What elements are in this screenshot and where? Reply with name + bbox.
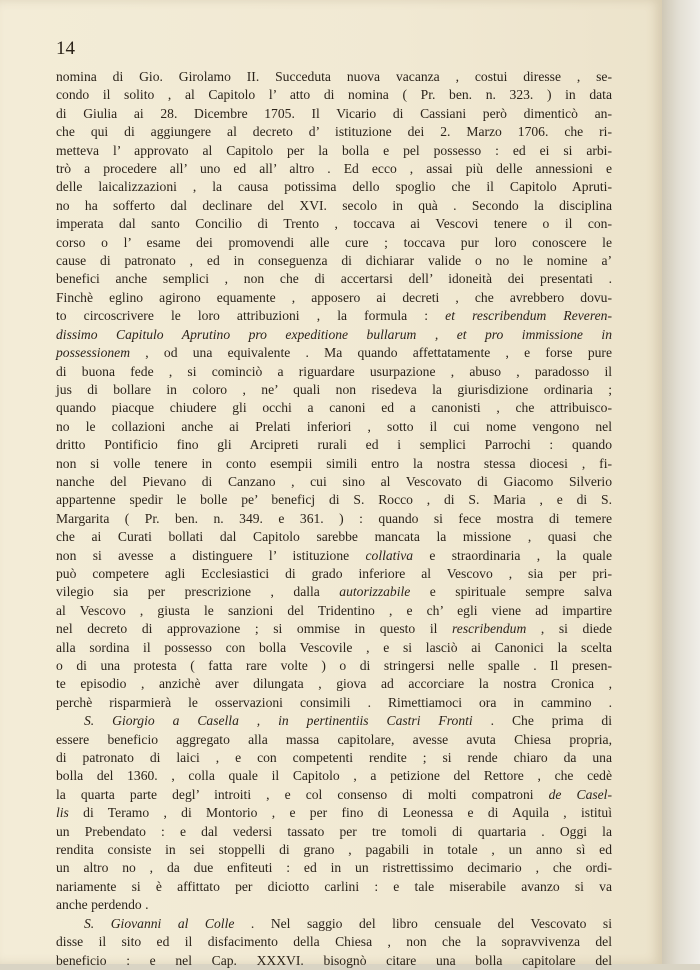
text-line-content — [56, 178, 612, 196]
roman-text: te episodio , anzichè aver dilungata , giova ad accorciare la nostra Cronica , — [56, 676, 612, 692]
text-line — [56, 878, 612, 896]
text-line — [56, 804, 612, 822]
italic-text: collativa — [365, 547, 414, 563]
text-line-content — [56, 841, 612, 859]
text-line — [56, 142, 612, 160]
text-line-content — [56, 786, 612, 804]
text-line — [56, 473, 612, 491]
text-line — [56, 197, 612, 215]
text-line-content — [56, 197, 612, 215]
text-line — [56, 455, 612, 473]
text-line-content — [56, 215, 612, 233]
text-line-content — [84, 915, 612, 933]
roman-text: che ai Curati bollati dal Capitolo sarebbe mancata la missione , quasi che — [56, 529, 612, 545]
roman-text: beneficio : e nel Cap. XXXVI. bisognò citare una bolla capitolare del — [56, 952, 612, 968]
text-line — [56, 694, 612, 712]
text-line — [56, 491, 612, 509]
text-line — [56, 528, 612, 546]
roman-text: benefici anche semplici , non che di accertarsi dell’ idoneità dei presentati . — [56, 271, 612, 287]
roman-text: essere beneficio aggregato alla massa capitolare, avesse avuta Chiesa propria, — [56, 731, 612, 747]
text-line-content — [56, 123, 612, 141]
text-line-content — [56, 252, 612, 270]
roman-text: no le collazioni anche ai Prelati inferiori , sotto il cui nome vengono nel — [56, 418, 612, 434]
roman-text: la quarta parte degl’ introiti , e col consenso di molti compatroni — [56, 786, 549, 802]
text-line-content — [56, 749, 612, 767]
text-line-content — [56, 547, 612, 565]
roman-text: metteva l’ approvato al Capitolo per la bolla e pel possesso : ed ei si arbi- — [56, 142, 612, 158]
roman-text: anche perdendo . — [56, 897, 149, 913]
italic-text: S. Giorgio a Casella , in pertinentiis Castri Fronti — [84, 713, 473, 729]
text-line-content — [56, 896, 612, 914]
text-line-content — [56, 731, 612, 749]
text-line — [56, 160, 612, 178]
text-line — [56, 418, 612, 436]
roman-text: disse il sito ed il disfacimento della Chiesa , non che la sopravvivenza del — [56, 934, 612, 950]
text-line-content — [56, 289, 612, 307]
text-line — [56, 639, 612, 657]
text-line-content — [56, 933, 612, 951]
text-line-content — [56, 804, 612, 822]
text-line — [56, 381, 612, 399]
text-line-content — [56, 418, 612, 436]
italic-text: de Casel- — [548, 786, 612, 802]
roman-text: . Che prima di — [472, 713, 612, 729]
roman-text: corso o l’ esame dei promovendi alle cure ; toccava pur loro conoscere le — [56, 234, 612, 250]
text-line — [56, 952, 612, 970]
roman-text: vilegio sia per prescrizione , dalla — [56, 584, 340, 600]
page-edge — [662, 0, 700, 964]
roman-text: di Giulia ai 28. Dicembre 1705. Il Vicario di Cassiani però dimenticò an- — [56, 105, 612, 121]
roman-text: di buona fede , si cominciò a riguardare usurpazione , abuso , paradosso il — [56, 363, 612, 379]
text-line — [56, 915, 612, 933]
text-line — [56, 583, 612, 601]
text-line — [56, 547, 612, 565]
roman-text: Margarita ( Pr. ben. n. 349. e 361. ) : quando si fece mostra di temere — [56, 510, 612, 526]
text-line-content — [56, 491, 612, 509]
text-line — [56, 363, 612, 381]
italic-text: possessionem — [56, 345, 131, 361]
roman-text: e spirituale sempre salva — [410, 584, 612, 600]
italic-text: S. Giovanni al Colle — [84, 915, 235, 931]
roman-text: jus di bollare in coloro , ne’ quali non risedeva la giurisdizione ordinaria ; — [56, 381, 612, 397]
roman-text: dritto Pontificio fino gli Arcipreti rurali ed i semplici Parrochi : quando — [56, 437, 612, 453]
roman-text: to circoscrivere le loro attribuzioni , la formula : — [56, 308, 446, 324]
text-line-content — [56, 363, 612, 381]
text-line-content — [56, 767, 612, 785]
roman-text: può competere agli Ecclesiastici di grado inferiore al Vescovo , sia per pri- — [56, 565, 612, 581]
roman-text: appartenne spedir le bolle pe’ beneficj di S. Rocco , di S. Maria , e di S. — [56, 492, 612, 508]
text-line-content — [84, 712, 612, 730]
italic-text: rescribendum — [452, 621, 527, 637]
text-line — [56, 731, 612, 749]
text-line-content — [56, 602, 612, 620]
italic-text: dissimo Capitulo Aprutino pro expeditione bullarum , et pro immissione in — [56, 326, 612, 342]
text-line — [56, 565, 612, 583]
text-line — [56, 123, 612, 141]
text-line — [56, 675, 612, 693]
text-line-content — [56, 694, 612, 712]
roman-text: e straordinaria , la quale — [413, 547, 612, 563]
roman-text: non si avesse a distinguere l’ istituzione — [56, 547, 366, 563]
text-line-content — [56, 86, 612, 104]
text-line-content — [56, 455, 612, 473]
text-line — [56, 68, 612, 86]
roman-text: perchè risparmierà le osservazioni consimili . Rimettiamoci ora in cammino . — [56, 694, 612, 710]
italic-text: autorizzabile — [339, 584, 411, 600]
roman-text: un altro no , da due enfiteuti : ed in un ristrettissimo decimario , che ordi- — [56, 860, 612, 876]
text-line-content — [56, 675, 612, 693]
roman-text: rendita consiste in sei stoppelli di grano , pagabili in totale , un anno sì ed — [56, 842, 612, 858]
roman-text: trò a procedere all’ uno ed all’ altro . Ed ecco , assai più delle annessioni e — [56, 161, 612, 177]
text-line — [56, 510, 612, 528]
text-line-content — [56, 859, 612, 877]
roman-text: bolla del 1360. , colla quale il Capitolo , a petizione del Rettore , che cedè — [56, 768, 612, 784]
text-line — [56, 436, 612, 454]
text-line-content — [56, 234, 612, 252]
text-line — [56, 859, 612, 877]
text-line — [56, 215, 612, 233]
text-line-content — [56, 142, 612, 160]
roman-text: , od una equivalente . Ma quando affettatamente , e forse pure — [130, 345, 612, 361]
text-line — [56, 712, 612, 730]
text-line — [56, 823, 612, 841]
text-line — [56, 749, 612, 767]
roman-text: cause di patronato , ed in conseguenza di dichiarar valide o no le nomine a’ — [56, 253, 612, 269]
roman-text: quando piacque chiudere gli occhi a canoni ed a canonisti , che attribuisco- — [56, 400, 612, 416]
text-line-content — [56, 381, 612, 399]
text-line — [56, 178, 612, 196]
roman-text: di patronato di laici , e con competenti rendite ; si rende chiaro da una — [56, 750, 612, 766]
text-line-content — [56, 307, 612, 325]
roman-text: al Vescovo , giusta le sanzioni del Tridentino , e ch’ egli viene ad impartire — [56, 602, 612, 618]
italic-text: et rescribendum Reveren- — [445, 308, 612, 324]
text-line-content — [56, 565, 612, 583]
text-line-content — [56, 399, 612, 417]
text-line — [56, 326, 612, 344]
text-line-content — [56, 510, 612, 528]
roman-text: delle laicalizzazioni , la causa potissima dello spoglio che il Capitolo Apruti- — [56, 179, 612, 195]
text-line — [56, 86, 612, 104]
text-line-content — [56, 528, 612, 546]
text-line-content — [56, 473, 612, 491]
text-line-content — [56, 436, 612, 454]
italic-text: lis — [56, 805, 69, 821]
text-line-content — [56, 878, 612, 896]
roman-text: nariamente si è affittato per diciotto carlini : e tale miserabile avanzo si va — [56, 878, 612, 894]
text-line — [56, 399, 612, 417]
text-line-content — [56, 160, 612, 178]
roman-text: , si diede — [526, 621, 612, 637]
text-line — [56, 657, 612, 675]
text-line-content — [56, 620, 612, 638]
roman-text: imperata dal santo Concilio di Trento , toccava ai Vescovi tenere o il con- — [56, 216, 612, 232]
roman-text: Finchè eglino agirono equamente , apposero ai decreti , che avrebbero dovu- — [56, 289, 612, 305]
roman-text: condo il solito , al Capitolo l’ atto di nomina ( Pr. ben. n. 323. ) in data — [56, 87, 612, 103]
roman-text: non si volle tenere in conto esempii simili entro la nostra stessa diocesi , fi- — [56, 455, 612, 471]
text-line — [56, 307, 612, 325]
text-line — [56, 105, 612, 123]
text-line — [56, 344, 612, 362]
text-line-content — [56, 952, 612, 970]
roman-text: o di una protesta ( fatta rare volte ) o di stringersi nelle spalle . Il presen- — [56, 658, 612, 673]
roman-text: un Prebendato : e dal vedersi tassato per tre tomoli di quartaria . Oggi la — [56, 823, 612, 839]
text-line-content — [56, 583, 612, 601]
text-line — [56, 602, 612, 620]
text-line — [56, 252, 612, 270]
text-line — [56, 620, 612, 638]
roman-text: no ha sofferto dal declinare del XVI. secolo in quà . Secondo la disciplina — [56, 197, 612, 213]
text-line — [56, 841, 612, 859]
roman-text: che qui di aggiungere al decreto d’ istituzione dei 2. Marzo 1706. che ri- — [56, 124, 612, 140]
roman-text: nel decreto di approvazione ; si ommise in questo il — [56, 621, 453, 637]
text-line-content — [56, 344, 612, 362]
text-line — [56, 896, 612, 914]
text-line-content — [56, 105, 612, 123]
roman-text: . Nel saggio del libro censuale del Vescovato si — [234, 915, 612, 931]
text-line — [56, 234, 612, 252]
text-line-content — [56, 270, 612, 288]
text-line — [56, 270, 612, 288]
page-number: 14 — [56, 38, 75, 59]
roman-text: nanche del Pievano di Canzano , cui sino al Vescovato di Giacomo Silverio — [56, 473, 612, 489]
roman-text: nomina di Gio. Girolamo II. Succeduta nuova vacanza , costui diresse , se- — [56, 69, 612, 84]
text-line-content — [56, 68, 612, 86]
text-line — [56, 289, 612, 307]
body-text — [56, 68, 612, 970]
text-line — [56, 786, 612, 804]
text-line — [56, 767, 612, 785]
text-line-content — [56, 823, 612, 841]
roman-text: alla sordina il possesso con bolla Vescovile , e si lasciò ai Canonici la scelta — [56, 639, 612, 655]
text-line-content — [56, 326, 612, 344]
text-line-content — [56, 639, 612, 657]
text-line — [56, 933, 612, 951]
text-line-content — [56, 657, 612, 675]
roman-text: di Teramo , di Montorio , e per fino di Leonessa e di Aquila , istituì — [68, 805, 612, 821]
